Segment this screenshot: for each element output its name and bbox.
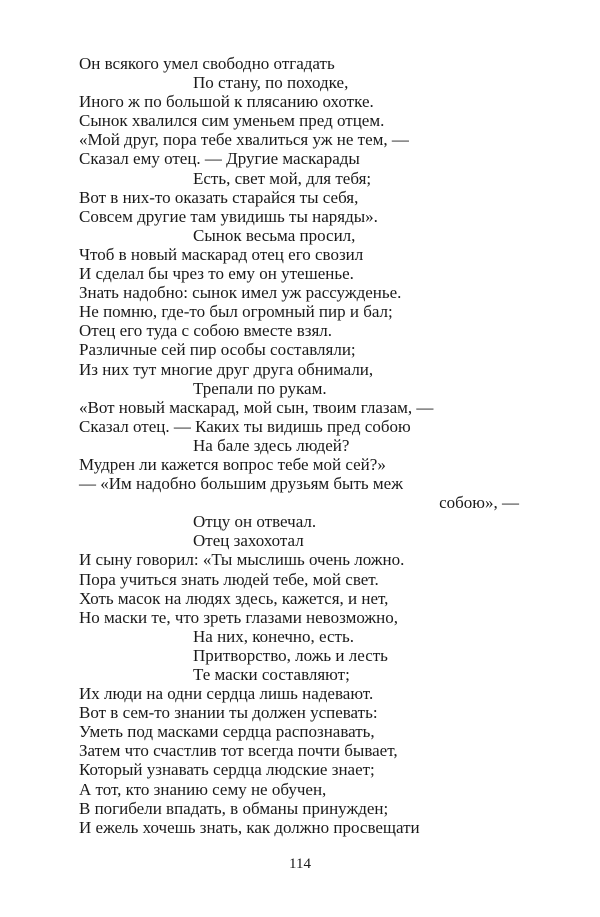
poem-line: Есть, свет мой, для тебя; [193, 168, 372, 188]
poem-line: Иного ж по большой к плясанию охотке. [79, 92, 374, 112]
poem-line: Из них тут многие друг друга обнимали, [79, 359, 374, 379]
poem-line: Отцу он отвечал. [193, 512, 317, 532]
poem-line: Трепали по рукам. [193, 378, 327, 398]
poem-line: Хоть масок на людях здесь, кажется, и нет, [79, 588, 389, 608]
poem-line: Те маски составляют; [193, 665, 350, 684]
poem-line: Он всякого умел свободно отгадать [79, 54, 335, 73]
poem-line: Пора учиться знать людей тебе, мой свет. [79, 569, 379, 589]
poem-line: Сказал ему отец. — Другие маскарады [79, 149, 360, 169]
poem-line: Вот в них-то оказать старайся ты себя, [79, 187, 359, 207]
poem-line: И сыну говорил: «Ты мыслишь очень ложно. [79, 550, 405, 570]
poem-line: Уметь под масками сердца распознавать, [79, 722, 375, 742]
poem-line: собою», — [439, 493, 519, 513]
poem-line: Сынок весьма просил, [193, 225, 356, 245]
poem-line: Различные сей пир особы составляли; [79, 340, 356, 360]
poem-line: Сказал отец. — Каких ты видишь пред собою [79, 416, 411, 436]
poem-line: И сделал бы чрез то ему он утешенье. [79, 264, 354, 284]
poem-line: Вот в сем-то знании ты должен успевать: [79, 703, 378, 723]
poem-line: Который узнавать сердца людские знает; [79, 760, 375, 780]
poem-line: — «Им надобно большим друзьям быть меж [79, 474, 403, 494]
poem-line: Притворство, ложь и лесть [193, 645, 388, 665]
poem-line: Не помню, где-то был огромный пир и бал; [79, 302, 393, 322]
poem-line: Мудрен ли кажется вопрос тебе мой сей?» [79, 454, 386, 474]
poem-line: А тот, кто знанию сему не обучен, [79, 779, 327, 799]
poem-line: Отец его туда с собою вместе взял. [79, 321, 332, 341]
poem-line: Знать надобно: сынок имел уж рассужденье. [79, 283, 402, 303]
poem-line: Совсем другие там увидишь ты наряды». [79, 206, 378, 226]
page-number: 114 [289, 856, 311, 872]
poem-line: Но маски те, что зреть глазами невозможно, [79, 607, 398, 627]
poem-line: На них, конечно, есть. [193, 626, 354, 646]
poem-line: «Мой друг, пора тебе хвалиться уж не тем, — [79, 130, 409, 150]
poem-line: Затем что счастлив тот всегда почти бывает, [79, 741, 398, 761]
poem-line: В погибели впадать, в обманы принужден; [79, 798, 389, 818]
poem-text [79, 54, 519, 837]
poem-line: На бале здесь людей? [193, 435, 350, 455]
poem-line: Их люди на одни сердца лишь надевают. [79, 684, 374, 704]
poem-line: «Вот новый маскарад, мой сын, твоим глазам, — [79, 397, 434, 417]
poem-line: По стану, по походке, [193, 73, 349, 93]
poem-line: Сынок хвалился сим уменьем пред отцем. [79, 111, 385, 131]
poem-line: Чтоб в новый маскарад отец его свозил [79, 244, 364, 264]
poem-line: И ежель хочешь знать, как должно просвещати [79, 817, 420, 837]
poem-line: Отец захохотал [193, 531, 304, 551]
